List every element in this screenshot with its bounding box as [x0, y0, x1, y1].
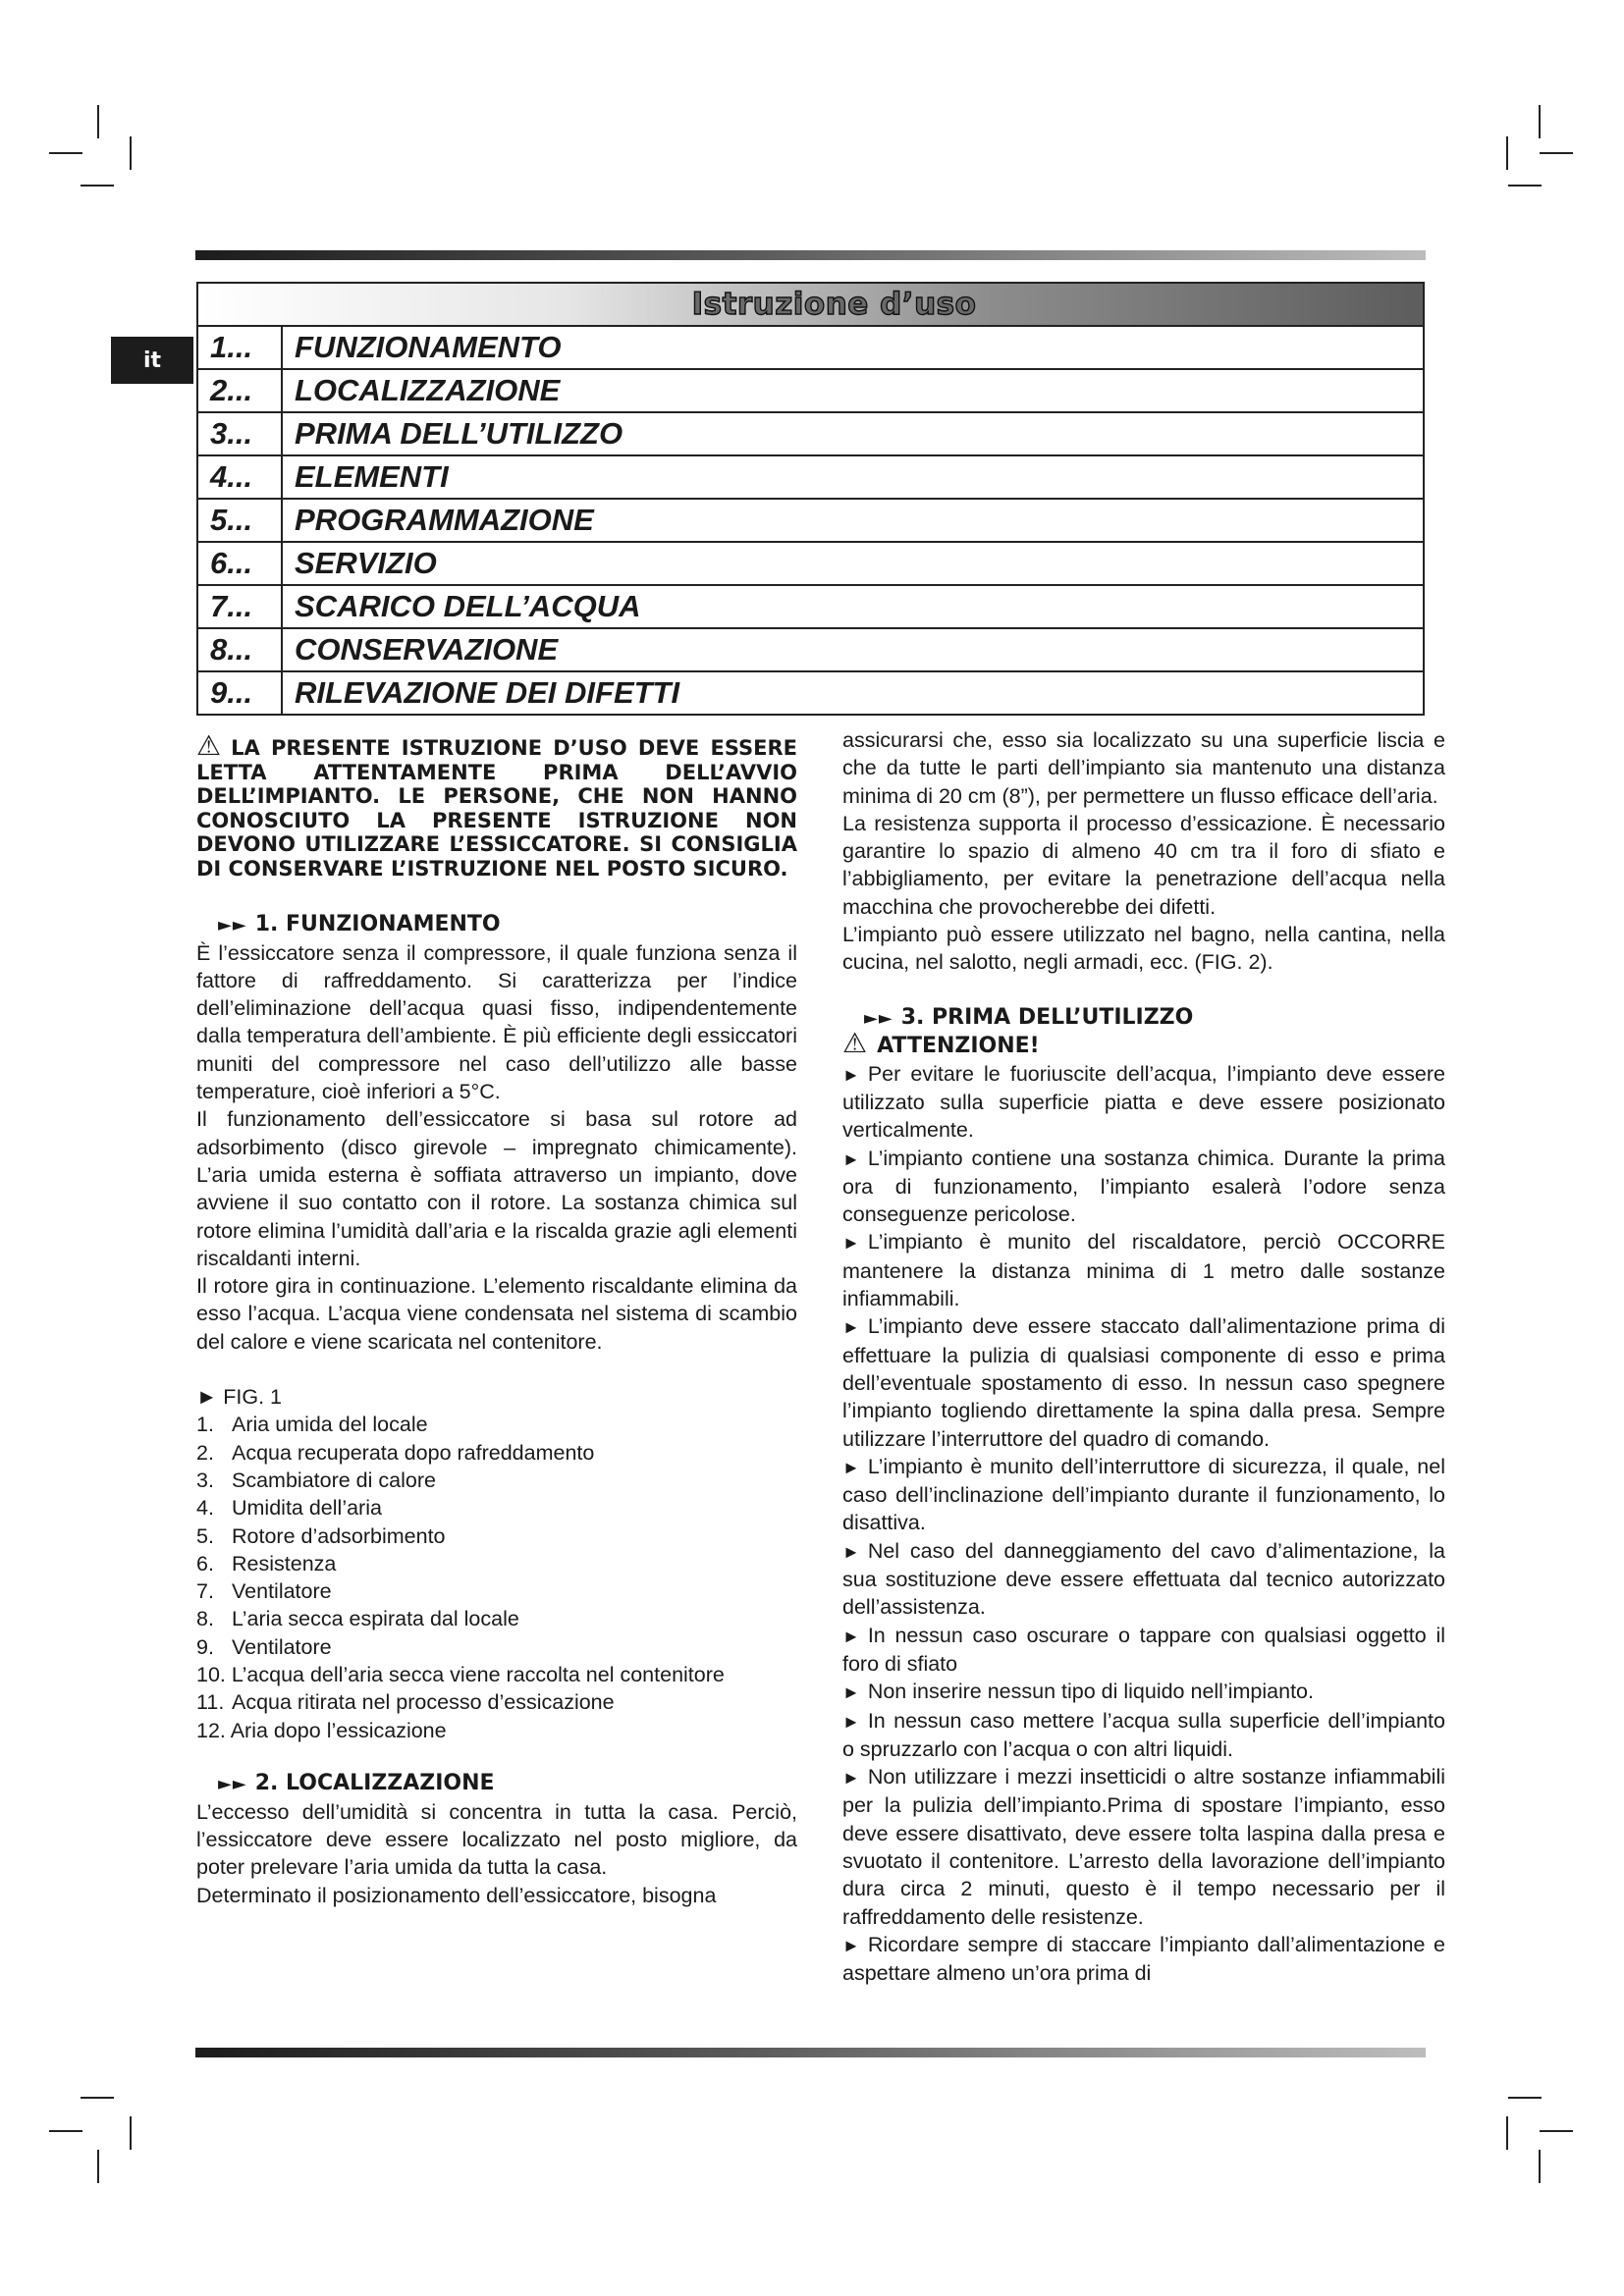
left-column	[196, 729, 797, 1909]
crop-mark	[1540, 152, 1573, 154]
toc-label: PRIMA DELL’UTILIZZO	[295, 416, 623, 451]
list-number: 4.	[196, 1496, 214, 1521]
crop-mark	[97, 105, 99, 138]
bullet-text: Per evitare le fuoriuscite dell’acqua, l’impianto deve essere utilizzato sulla superficie piatta e deve essere posizionato verticalmente.	[842, 1061, 1445, 1143]
toc-number: 3...	[198, 413, 283, 454]
list-text: Scambiatore di calore	[232, 1468, 436, 1492]
list-item	[196, 1522, 797, 1550]
list-number: 6.	[196, 1551, 214, 1575]
bullet-item	[842, 1622, 1445, 1679]
bullet-text: L’impianto contiene una sostanza chimica. Durante la prima ora di funzionamento, l’impianto esalerà l’odore senza conseguenze pericolose.	[842, 1146, 1445, 1227]
crop-mark	[130, 136, 132, 170]
toc-label: CONSERVAZIONE	[295, 632, 559, 667]
toc-label: SERVIZIO	[295, 546, 437, 580]
toc-label: SCARICO DELL’ACQUA	[295, 589, 641, 623]
attention-text: ATTENZIONE!	[877, 1033, 1040, 1058]
bullet-text: Non inserire nessun tipo di liquido nell’impianto.	[867, 1680, 1314, 1704]
bullet-item	[842, 1453, 1445, 1537]
toc-label: FUNZIONAMENTO	[295, 330, 562, 364]
toc-header	[198, 284, 1423, 327]
paragraph: La resistenza supporta il processo d’essicazione. È necessario garantire lo spazio di almeno 40 cm tra il foro di sfiato e l’abbigliamento, per evitare la penetrazione dell’acqua nella macchina che provocherebbe dei difetti.	[842, 811, 1445, 919]
crop-mark	[81, 185, 114, 187]
toc-number: 5...	[198, 500, 283, 541]
paragraph: Il funzionamento dell’essiccatore si basa sul rotore ad adsorbimento (disco girevole – impregnato chimicamente). L’aria umida esterna è soffiata attraverso un impianto, dove avviene il suo contatto con il rotore. La sostanza chimica sul rotore elimina l’umidità dall’aria e la riscalda grazie agli elementi riscaldanti interni.	[196, 1107, 797, 1270]
toc-label: RILEVAZIONE DEI DIFETTI	[295, 675, 680, 710]
bullet-item	[842, 1228, 1445, 1312]
toc-number: 4...	[198, 456, 283, 498]
footer-rule	[195, 2048, 1426, 2057]
list-number: 9.	[196, 1634, 214, 1659]
table-of-contents	[196, 282, 1425, 716]
list-number: 7.	[196, 1579, 214, 1604]
list-item	[196, 1605, 797, 1632]
bullet-arrow-icon: ►	[842, 1541, 860, 1562]
list-number: 1.	[196, 1413, 214, 1437]
bullet-text: L’impianto è munito dell’interruttore di sicurezza, il quale, nel caso dell’inclinazione dell’impianto durante il funzionamento, lo disattiva.	[842, 1454, 1445, 1535]
bullet-arrow-icon: ►	[842, 1317, 860, 1338]
bullet-text: In nessun caso oscurare o tappare con qualsiasi oggetto il foro di sfiato	[842, 1623, 1445, 1676]
list-text: Aria dopo l’essicazione	[230, 1718, 447, 1742]
list-text: Umidita dell’aria	[232, 1496, 382, 1521]
paragraph: L’eccesso dell’umidità si concentra in tutta la casa. Perciò, l’essiccatore deve essere localizzato nel posto migliore, da poter prelevare l’aria umida da tutta la casa.	[196, 1799, 797, 1880]
bullet-arrow-icon: ►	[842, 1457, 860, 1477]
bullet-item	[842, 1763, 1445, 1931]
bullet-text: Nel caso del danneggiamento del cavo d’alimentazione, la sua sostituzione deve essere effettuata dal tecnico autorizzato dell’assistenza.	[842, 1538, 1445, 1620]
toc-row	[198, 456, 1423, 500]
toc-label: PROGRAMMAZIONE	[295, 503, 594, 537]
language-tab: it	[111, 337, 193, 384]
toc-number: 6...	[198, 543, 283, 584]
list-item	[196, 1688, 797, 1716]
bullet-item	[842, 1707, 1445, 1764]
list-item	[196, 1661, 797, 1688]
list-number: 8.	[196, 1607, 214, 1631]
toc-row	[198, 672, 1423, 714]
section-3-title	[842, 1004, 1445, 1033]
list-text: Ventilatore	[232, 1579, 332, 1604]
bullet-arrow-icon: ►	[842, 1233, 860, 1254]
section-1-title-text: 1. FUNZIONAMENTO	[254, 911, 501, 936]
toc-row	[198, 629, 1423, 672]
crop-mark	[97, 2150, 99, 2183]
crop-mark	[1539, 105, 1541, 138]
fig-legend-list	[196, 1411, 797, 1744]
crop-mark	[1506, 2116, 1508, 2150]
bullet-item	[842, 1931, 1445, 1988]
list-number: 10.	[196, 1662, 226, 1686]
list-item	[196, 1411, 797, 1438]
bullet-arrow-icon: ►	[842, 1682, 860, 1703]
warning-triangle-icon: ⚠	[196, 729, 222, 762]
toc-row	[198, 370, 1423, 413]
toc-number: 1...	[198, 327, 283, 368]
toc-number: 7...	[198, 586, 283, 627]
list-text: L’aria secca espirata dal locale	[232, 1607, 519, 1631]
paragraph: È l’essiccatore senza il compressore, il quale funziona senza il fattore di raffreddamento. Si caratterizza per l’indice dell’eliminazione dell’acqua quasi fisso, indipendentemente dalla temperatura dell’ambiente. È più efficiente degli essiccatori muniti del compressore nel caso dell’utilizzo alle basse temperature, cioè inferiori a 5°C.	[196, 940, 797, 1104]
crop-mark	[81, 2097, 114, 2099]
toc-row	[198, 586, 1423, 629]
list-number: 2.	[196, 1440, 214, 1465]
list-number: 11.	[196, 1690, 225, 1715]
toc-title: Istruzione d’uso	[691, 287, 977, 322]
list-number: 5.	[196, 1523, 214, 1548]
attention-heading	[842, 1026, 1445, 1060]
bullet-arrow-icon: ►	[842, 1711, 860, 1732]
double-arrow-icon: ►►	[218, 914, 247, 935]
bullet-arrow-icon: ►	[842, 1935, 860, 1955]
section-1-title	[196, 911, 797, 939]
double-arrow-icon: ►►	[864, 1007, 893, 1029]
warning-text: LA PRESENTE ISTRUZIONE D’USO DEVE ESSERE LETTA ATTENTAMENTE PRIMA DELL’AVVIO DELL’IMPIANTO. LE PERSONE, CHE NON HANNO CONOSCIUTO LA PRESENTE ISTRUZIONE NON DEVONO UTILIZZARE L’ESSICCATORE. SI CONSIGLIA DI CONSERVARE L’ISTRUZIONE NEL POSTO SICURO.	[196, 736, 797, 881]
header-rule	[195, 250, 1426, 260]
section-2-title	[196, 1770, 797, 1798]
list-item	[196, 1439, 797, 1467]
list-item	[196, 1550, 797, 1577]
warning-notice	[196, 729, 797, 881]
crop-mark	[1539, 2150, 1541, 2183]
crop-mark	[1540, 2130, 1573, 2132]
toc-row	[198, 413, 1423, 456]
list-item	[196, 1577, 797, 1605]
bullet-arrow-icon: ►	[842, 1768, 860, 1789]
list-item	[196, 1494, 797, 1522]
crop-mark	[1508, 185, 1542, 187]
bullet-item	[842, 1312, 1445, 1452]
bullet-text: Non utilizzare i mezzi insetticidi o altre sostanze infiammabili per la pulizia dell’impianto.Prima di spostare l’impianto, esso deve essere disattivato, deve essere tolta laspina dalla presa e svuotato il contenitore. L’arresto della lavorazione dell’impianto dura circa 2 minuti, questo è il tempo necessario per il raffreddamento delle resistenze.	[842, 1765, 1445, 1929]
toc-number: 9...	[198, 672, 283, 714]
paragraph: Il rotore gira in continuazione. L’elemento riscaldante elimina da esso l’acqua. L’acqua viene condensata nel sistema di scambio del calore e viene scaricata nel contenitore.	[196, 1274, 797, 1354]
list-text: Resistenza	[232, 1551, 337, 1575]
bullet-arrow-icon: ►	[842, 1148, 860, 1169]
list-item	[196, 1717, 797, 1744]
fig-heading: ► FIG. 1	[196, 1385, 282, 1410]
crop-mark	[49, 2130, 82, 2132]
list-item	[196, 1467, 797, 1494]
bullet-item	[842, 1060, 1445, 1145]
toc-row	[198, 500, 1423, 543]
bullet-text: L’impianto deve essere staccato dall’alimentazione prima di effettuare la pulizia di qualsiasi componente di esso e prima dell’eventuale spostamento di esso. In nessun caso spegnere l’impianto togliendo direttamente la spina dalla presa. Sempre utilizzare l’interruttore del quadro di comando.	[842, 1314, 1445, 1451]
section-2-title-text: 2. LOCALIZZAZIONE	[254, 1770, 495, 1795]
paragraph: assicurarsi che, esso sia localizzato su una superficie liscia e che da tutte le parti dell’impianto sia mantenuto una distanza minima di 20 cm (8”), per permettere un flusso efficace dell’aria.	[842, 728, 1445, 808]
toc-label: LOCALIZZAZIONE	[295, 373, 561, 407]
list-text: Aria umida del locale	[232, 1413, 428, 1437]
toc-row	[198, 543, 1423, 586]
warning-triangle-icon: ⚠	[842, 1026, 868, 1059]
list-text: Rotore d’adsorbimento	[232, 1523, 446, 1548]
bullet-item	[842, 1145, 1445, 1229]
list-item	[196, 1633, 797, 1661]
toc-row	[198, 327, 1423, 370]
bullet-text: In nessun caso mettere l’acqua sulla superficie dell’impianto o spruzzarlo con l’acqua o con altri liquidi.	[842, 1708, 1445, 1761]
paragraph: Determinato il posizionamento dell’essiccatore, bisogna	[196, 1883, 717, 1907]
bullet-item	[842, 1537, 1445, 1622]
list-text: Ventilatore	[232, 1634, 332, 1659]
paragraph: L’impianto può essere utilizzato nel bagno, nella cantina, nella cucina, nel salotto, negli armadi, ecc. (FIG. 2).	[842, 923, 1445, 975]
crop-mark	[1508, 2097, 1542, 2099]
section-3-title-text: 3. PRIMA DELL’UTILIZZO	[900, 1004, 1194, 1030]
bullet-item	[842, 1678, 1445, 1706]
bullet-arrow-icon: ►	[842, 1626, 860, 1646]
toc-number: 8...	[198, 629, 283, 670]
list-number: 12.	[196, 1718, 226, 1742]
list-text: Acqua recuperata dopo rafreddamento	[232, 1440, 595, 1465]
toc-number: 2...	[198, 370, 283, 411]
toc-label: ELEMENTI	[295, 459, 449, 494]
crop-mark	[130, 2116, 132, 2150]
right-column	[842, 726, 1445, 1987]
list-text: Acqua ritirata nel processo d’essicazione	[232, 1690, 615, 1715]
bullet-text: L’impianto è munito del riscaldatore, perciò OCCORRE mantenere la distanza minima di 1 metro dalle sostanze infiammabili.	[842, 1230, 1445, 1311]
double-arrow-icon: ►►	[218, 1773, 247, 1794]
crop-mark	[1506, 136, 1508, 170]
list-number: 3.	[196, 1468, 214, 1492]
bullet-arrow-icon: ►	[842, 1064, 860, 1085]
list-text: L’acqua dell’aria secca viene raccolta nel contenitore	[231, 1662, 725, 1686]
bullet-text: Ricordare sempre di staccare l’impianto dall’alimentazione e aspettare almeno un’ora prima di	[842, 1932, 1445, 1986]
crop-mark	[49, 152, 82, 154]
